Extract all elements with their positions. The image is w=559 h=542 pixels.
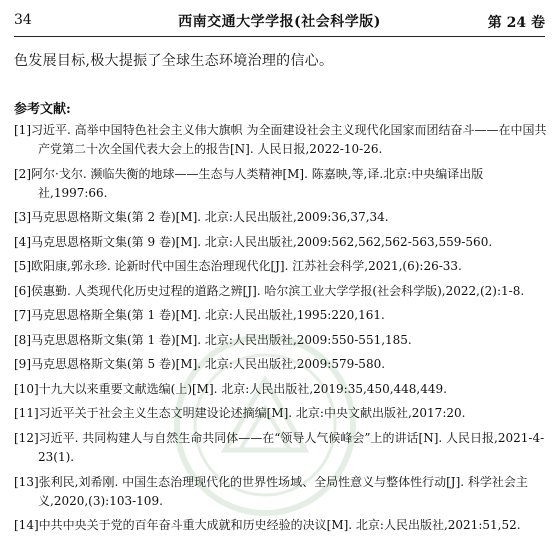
reference-text: 习近平关于社会主义生态文明建设论述摘编[M]. 北京:中央文献出版社,2017:20. [38,406,466,421]
reference-item [14,429,547,467]
reference-text: 张利民,刘希刚. 中国生态治理现代化的世界性场域、全局性意义与整体性行动[J]. 科学社会主义,2020,(3):103-109. [38,474,528,508]
reference-item [14,165,547,203]
reference-label: [6] [14,283,31,298]
reference-label: [8] [14,332,31,347]
reference-label: [12] [14,430,39,445]
reference-text: 十九大以来重要文献选编(上)[M]. 北京:人民出版社,2019:35,450,448,449. [38,381,447,396]
reference-item [14,331,547,350]
reference-item [14,516,547,535]
reference-label: [9] [14,357,31,372]
journal-title: 西南交通大学学报(社会科学版) [178,14,381,30]
reference-text: 习近平. 高举中国特色社会主义伟大旗帜 为全面建设社会主义现代化国家而团结奋斗——在中国共产党第二十次全国代表大会上的报告[N]. 人民日报,2022-10-26. [31,123,547,157]
reference-text: 中共中央关于党的百年奋斗重大成就和历史经验的决议[M]. 北京:人民出版社,2021:51,52. [38,518,521,533]
references-heading: 参考文献: [14,102,71,117]
reference-text: 阿尔·戈尔. 濒临失衡的地球——生态与人类精神[M]. 陈嘉映,等,译.北京:中央编译出版社,1997:66. [31,166,484,200]
reference-text: 习近平. 共同构建人与自然生命共同体——在“领导人气候峰会”上的讲话[N]. 人民日报,2021-4-23(1). [38,430,545,465]
reference-item [14,306,547,325]
reference-label: [2] [14,166,31,181]
reference-label: [10] [14,381,39,396]
reference-list [14,121,547,541]
reference-item [14,208,547,227]
reference-text: 马克思恩格斯文集(第 2 卷)[M]. 北京:人民出版社,2009:36,37,34. [31,210,389,225]
reference-item [14,282,547,301]
reference-text: 侯惠勤. 人类现代化历史过程的道路之辨[J]. 哈尔滨工业大学学报(社会科学版),2022,(2):1-8. [31,283,525,298]
reference-item [14,473,547,511]
reference-text: 马克思恩格斯全集(第 1 卷)[M]. 北京:人民出版社,1995:220,161. [31,308,385,323]
reference-item [14,121,547,159]
reference-label: [3] [14,210,31,225]
reference-text: 马克思恩格斯文集(第 9 卷)[M]. 北京:人民出版社,2009:562,562,562-563,559-560. [31,234,493,249]
reference-label: [5] [14,259,31,274]
reference-item [14,380,547,399]
page-number: 34 [14,12,32,28]
reference-label: [1] [14,123,31,137]
reference-label: [14] [14,518,39,533]
reference-label: [7] [14,308,31,323]
body-paragraph: 色发展目标,极大提振了全球生态环境治理的信心。 [14,53,334,69]
reference-text: 马克思恩格斯文集(第 5 卷)[M]. 北京:人民出版社,2009:579-580. [31,357,386,372]
reference-text: 马克思恩格斯文集(第 1 卷)[M]. 北京:人民出版社,2009:550-551,185. [31,332,412,347]
page-header [14,6,545,37]
reference-label: [11] [14,406,39,421]
reference-item [14,233,547,252]
reference-item [14,355,547,374]
reference-label: [4] [14,234,31,249]
volume-label: 第 24 卷 [487,15,545,31]
reference-item [14,404,547,423]
reference-text: 欧阳康,郭永珍. 论新时代中国生态治理现代化[J]. 江苏社会科学,2021,(6):26-33. [31,259,462,274]
reference-label: [13] [14,474,39,489]
reference-item [14,257,547,276]
